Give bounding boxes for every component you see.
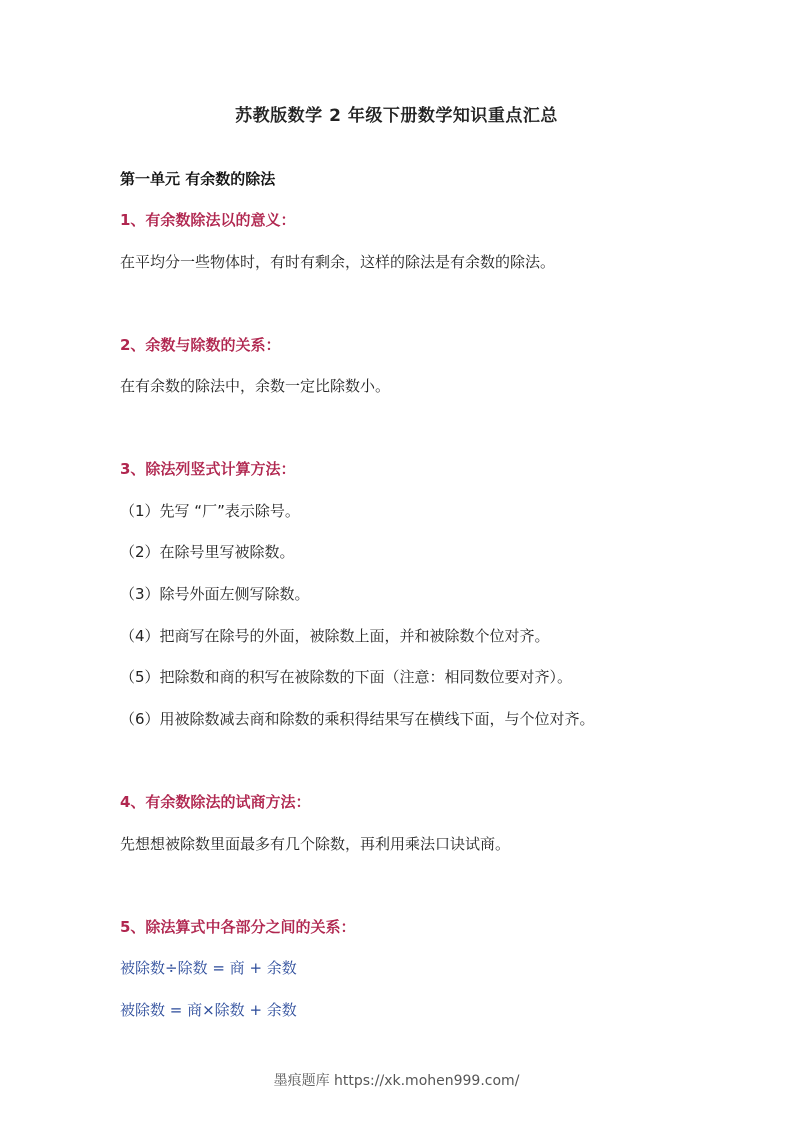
formula-2: 被除数 = 商×除数 + 余数 bbox=[120, 1001, 297, 1019]
section-2-text: 在有余数的除法中，余数一定比除数小。 bbox=[120, 377, 391, 395]
section-3-step-1: （1）先写 “厂”表示除号。 bbox=[120, 502, 300, 520]
section-3-step-3: （3）除号外面左侧写除数。 bbox=[120, 585, 310, 603]
section-1-heading: 1、有余数除法以的意义： bbox=[120, 211, 296, 229]
section-3-step-2: （2）在除号里写被除数。 bbox=[120, 543, 295, 561]
section-3-step-5: （5）把除数和商的积写在被除数的下面（注意：相同数位要对齐）。 bbox=[120, 668, 573, 686]
document-title: 苏教版数学 2 年级下册数学知识重点汇总 bbox=[235, 106, 558, 126]
section-3-heading: 3、除法列竖式计算方法： bbox=[120, 460, 296, 478]
section-4-text: 先想想被除数里面最多有几个除数，再利用乘法口诀试商。 bbox=[120, 835, 511, 853]
section-3-step-4: （4）把商写在除号的外面，被除数上面，并和被除数个位对齐。 bbox=[120, 627, 550, 645]
section-1-text: 在平均分一些物体时，有时有剩余，这样的除法是有余数的除法。 bbox=[120, 253, 556, 271]
section-2-heading: 2、余数与除数的关系： bbox=[120, 336, 281, 354]
footer-source: 墨痕题库 https://xk.mohen999.com/ bbox=[273, 1073, 520, 1089]
section-5-heading: 5、除法算式中各部分之间的关系： bbox=[120, 918, 356, 936]
unit-heading: 第一单元 有余数的除法 bbox=[120, 170, 276, 188]
formula-1: 被除数÷除数 = 商 + 余数 bbox=[120, 959, 297, 977]
section-4-heading: 4、有余数除法的试商方法： bbox=[120, 793, 311, 811]
section-3-step-6: （6）用被除数减去商和除数的乘积得结果写在横线下面，与个位对齐。 bbox=[120, 710, 595, 728]
